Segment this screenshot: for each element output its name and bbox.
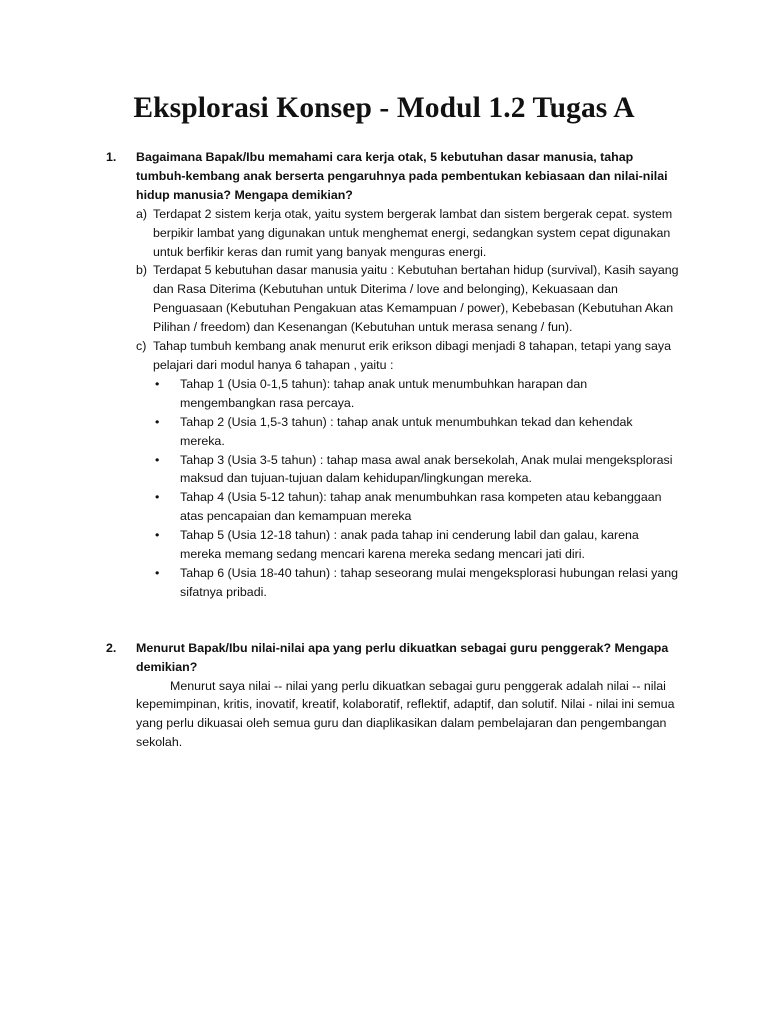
stage-list [153, 375, 680, 602]
answer-text: Tahap tumbuh kembang anak menurut erik erikson dibagi menjadi 8 tahapan, tetapi yang saya pelajari dari modul hanya 6 tahapan , yaitu : [153, 339, 671, 372]
answer-content [153, 337, 680, 602]
answer-item-a [136, 205, 680, 262]
question-number: 2. [106, 640, 117, 655]
section-spacer [106, 602, 680, 639]
question-1 [106, 148, 680, 602]
list-item-text: Tahap 2 (Usia 1,5-3 tahun) : tahap anak untuk menumbuhkan tekad dan kehendak mereka. [180, 414, 633, 448]
document-body [106, 148, 680, 752]
document-title: Eksplorasi Konsep - Modul 1.2 Tugas A [133, 92, 635, 124]
list-item-text: Tahap 6 (Usia 18-40 tahun) : tahap seseorang mulai mengeksplorasi hubungan relasi yang sifatnya pribadi. [180, 565, 679, 599]
bullet-icon: • [155, 376, 160, 391]
answer-text: Terdapat 5 kebutuhan dasar manusia yaitu : Kebutuhan bertahan hidup (survival), Kasih sayang dan Rasa Diterima (Kebutuhan untuk Diterima / love and belonging), Kekuasaan dan Penguasaan (Kebutuhan Pengakuan atas Kemampuan / power), Kebebasan (Kebutuhan Akan Pilihan / freedom) dan Kesenangan (Kebutuhan untuk merasa senang / fun). [153, 263, 679, 335]
answer-paragraph: Menurut saya nilai -- nilai yang perlu dikuatkan sebagai guru penggerak adalah nilai -- nilai kepemimpinan, kritis, inovatif, kreatif, kolaboratif, reflektif, adaptif, dan solutif. Nilai - nilai ini semua yang perlu dikuasai oleh semua guru dan diaplikasikan dalam pembelajaran dan pengembangan sekolah. [136, 678, 675, 750]
answer-marker: c) [136, 339, 147, 354]
list-item-text: Tahap 1 (Usia 0-1,5 tahun): tahap anak untuk menumbuhkan harapan dan mengembangkan rasa percaya. [180, 376, 588, 410]
question-text: Bagaimana Bapak/Ibu memahami cara kerja otak, 5 kebutuhan dasar manusia, tahap tumbuh-kembang anak berserta pengaruhnya pada pembentukan kebiasaan dan nilai-nilai hidup manusia? Mengapa demikian? [136, 150, 668, 202]
answer-marker: b) [136, 263, 148, 278]
bullet-icon: • [155, 490, 160, 505]
bullet-icon: • [155, 565, 160, 580]
answer-item-b [136, 261, 680, 337]
list-item [153, 451, 680, 489]
question-number: 1. [106, 150, 117, 164]
bullet-icon: • [155, 528, 160, 543]
list-item-text: Tahap 4 (Usia 5-12 tahun): tahap anak menumbuhkan rasa kompeten atau kebanggaan atas pencapaian dan kemampuan mereka [180, 490, 662, 524]
list-item [153, 526, 680, 564]
question-text: Menurut Bapak/Ibu nilai-nilai apa yang perlu dikuatkan sebagai guru penggerak? Mengapa demikian? [136, 640, 669, 674]
bullet-icon: • [155, 452, 160, 467]
bullet-icon: • [155, 414, 160, 429]
list-item [153, 488, 680, 526]
list-item-text: Tahap 3 (Usia 3-5 tahun) : tahap masa awal anak bersekolah, Anak mulai mengeksplorasi maksud dan tujuan-tujuan dalam kehidupan/lingkungan mereka. [180, 452, 673, 486]
question-2 [106, 639, 680, 752]
list-item-text: Tahap 5 (Usia 12-18 tahun) : anak pada tahap ini cenderung labil dan galau, karena mereka memang sedang mencari karena mereka sedang mencari jati diri. [180, 528, 639, 562]
question-content [136, 148, 680, 602]
answer-marker: a) [136, 206, 148, 221]
list-item [153, 375, 680, 413]
question-content [136, 639, 680, 752]
answer-item-c [136, 337, 680, 602]
answer-text: Terdapat 2 sistem kerja otak, yaitu system bergerak lambat dan sistem bergerak cepat. system berpikir lambat yang digunakan untuk menghemat energi, sedangkan system cepat digunakan untuk berfikir keras dan rumit yang banyak menguras energi. [153, 206, 673, 259]
list-item [153, 413, 680, 451]
list-item [153, 564, 680, 602]
